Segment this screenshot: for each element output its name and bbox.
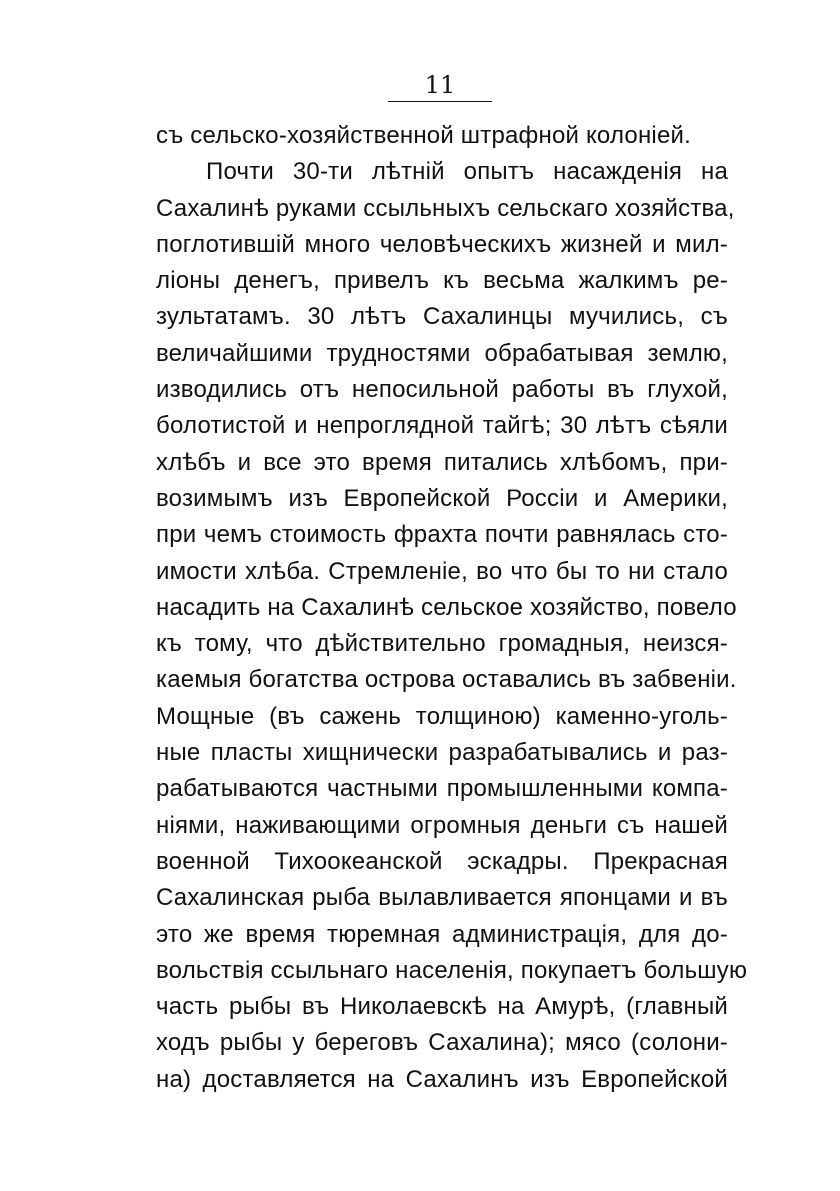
text-line: Мощные (въ сажень толщиною) каменно-уголь- [156,702,728,730]
text-line: на) доставляется на Сахалинъ изъ Европейской [156,1065,728,1093]
text-line: зультатамъ. 30 лѣтъ Сахалинцы мучились, съ [156,303,728,331]
text-line: къ тому, что дѣйствительно громадныя, неизся- [156,630,728,658]
text-line: это же время тюремная администрація, для до- [156,920,728,948]
text-line: рабатываются частными промышленными компа- [156,775,728,803]
text-line: ніями, наживающими огромныя деньги съ нашей [156,811,728,839]
text-line: часть рыбы въ Николаевскѣ на Амурѣ, (главный [156,993,728,1021]
text-line: Почти 30-ти лѣтній опытъ насажденія на [206,158,728,186]
text-line: Сахалинская рыба вылавливается японцами и въ [156,884,728,912]
text-line: ліоны денегъ, привелъ къ весьма жалкимъ ре- [156,267,728,295]
text-line: военной Тихоокеанской эскадры. Прекрасная [156,847,728,875]
text-line: имости хлѣба. Стремленіе, во что бы то ни стало [156,557,728,585]
text-line: каемыя богатства острова оставались въ забвеніи. [156,666,737,694]
text-line: ные пласты хищнически разрабатывались и раз- [156,739,728,767]
text-line: изводились отъ непосильной работы въ глухой, [156,376,728,404]
text-line: поглотившій много человѣческихъ жизней и мил- [156,230,728,258]
body-text [156,118,748,1098]
text-line: съ сельско-хозяйственной штрафной колоніей. [156,122,691,149]
text-line: Сахалинѣ руками ссыльныхъ сельскаго хозяйства, [156,194,735,222]
text-line: хлѣбъ и все это время питались хлѣбомъ, при- [156,448,728,476]
page-number: 11 [424,71,456,99]
text-line: вольствія ссыльнаго населенія, покупаетъ большую [156,956,748,984]
text-line: ходъ рыбы у береговъ Сахалина); мясо (солони- [156,1029,728,1057]
text-line: болотистой и непроглядной тайгѣ; 30 лѣтъ сѣяли [156,412,728,440]
page-number-rule [388,101,492,102]
text-line: насадить на Сахалинѣ сельское хозяйство, повело [156,593,737,621]
text-line: при чемъ стоимость фрахта почти равнялась сто- [156,521,728,549]
text-line: возимымъ изъ Европейской Россіи и Америки, [156,484,728,512]
text-line: величайшими трудностями обрабатывая землю, [156,339,728,367]
